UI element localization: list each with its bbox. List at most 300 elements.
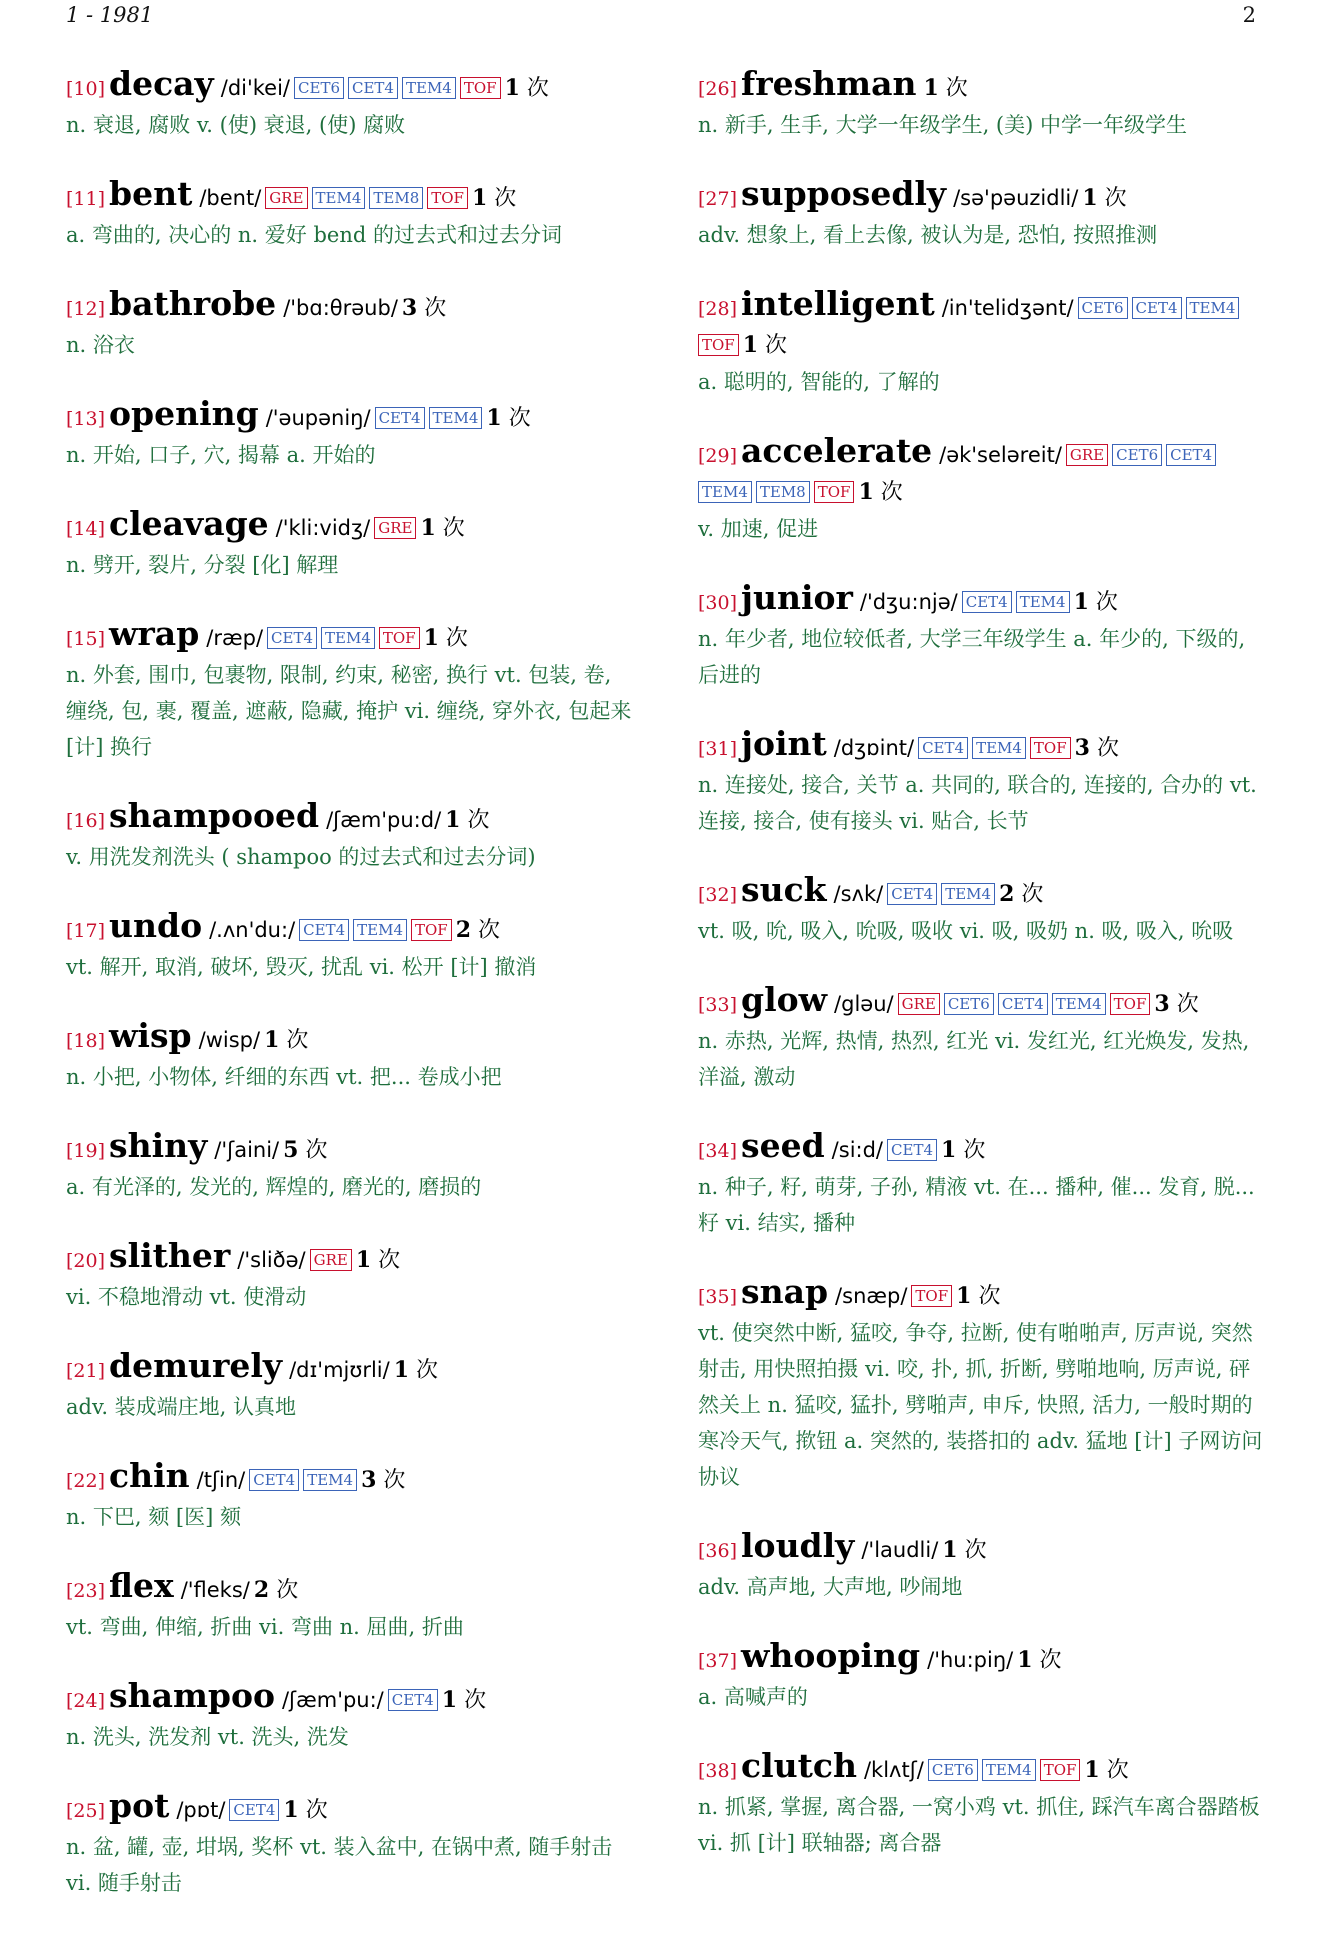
exam-tag: CET4 [887,1139,937,1161]
exam-tag: TEM4 [698,481,752,503]
definition: n. 抓紧, 掌握, 离合器, 一窝小鸡 vt. 抓住, 踩汽车离合器踏板 vi. 抓 [计] 联轴器; 离合器 [698,1795,1260,1855]
entry-index: [23] [66,1580,106,1602]
entry-headline [66,1018,636,1059]
count-unit: 次 [478,918,501,943]
entry-index: [27] [698,188,738,210]
entry-headline [698,176,1268,217]
vocab-entry [698,872,1268,949]
exam-tag: TEM4 [1186,297,1240,319]
count-unit: 次 [963,1138,986,1163]
definition: n. 盆, 罐, 壶, 坩埚, 奖杯 vt. 装入盆中, 在锅中煮, 随手射击 vi. 随手射击 [66,1835,613,1895]
definition: a. 有光泽的, 发光的, 辉煌的, 磨光的, 磨损的 [66,1175,482,1199]
definition: n. 洗头, 洗发剂 vt. 洗头, 洗发 [66,1725,349,1749]
count-unit: 次 [1039,1648,1062,1673]
occurrence-count [486,400,530,437]
headword: snap [741,1272,829,1311]
phonetic: /'kli:vidʒ/ [275,516,371,540]
occurrence-count [402,290,446,327]
count-number: 1 [355,1247,372,1273]
phonetic: /wisp/ [198,1028,261,1052]
count-number: 1 [1073,589,1089,615]
exam-tag: TOF [698,334,739,356]
phonetic: /pɒt/ [176,1798,226,1822]
exam-tag: CET4 [1166,444,1216,466]
entry-headline [66,396,636,437]
entry-index: [35] [698,1286,738,1308]
headword: cleavage [109,504,269,543]
exam-tag: CET6 [928,1759,978,1781]
entry-headline [66,1128,636,1169]
entry-headline [66,1678,636,1719]
vocab-entry [66,908,636,985]
definition: n. 劈开, 裂片, 分裂 [化] 解理 [66,553,339,577]
count-number: 2 [999,881,1015,907]
phonetic: /di'kei/ [220,76,291,100]
exam-tag: TOF [427,187,468,209]
count-unit: 次 [508,406,531,431]
page-title: 1 - 1981 [66,3,154,27]
exam-tag: TEM8 [369,187,423,209]
count-number: 3 [401,295,418,321]
entry-index: [19] [66,1140,106,1162]
headword: chin [109,1456,190,1495]
exam-tag: GRE [898,993,940,1015]
entry-index: [29] [698,445,738,467]
count-number: 3 [361,1467,377,1493]
entry-index: [22] [66,1470,106,1492]
occurrence-count [999,876,1043,913]
occurrence-count [264,1022,308,1059]
phonetic: /ʃæm'pu:d/ [326,808,442,832]
headword: whooping [741,1636,921,1675]
definition: a. 弯曲的, 决心的 n. 爱好 bend 的过去式和过去分词 [66,223,562,247]
entry-index: [34] [698,1140,738,1162]
entry-index: [28] [698,298,738,320]
occurrence-count [1154,986,1198,1023]
count-number: 2 [253,1577,270,1603]
vocab-entry [698,1638,1268,1715]
phonetic: /ʃæm'pu:/ [281,1688,384,1712]
vocab-entry [66,1018,636,1095]
entry-headline [66,1458,636,1499]
exam-tag: TEM4 [982,1759,1036,1781]
entry-index: [30] [698,592,738,614]
count-number: 1 [1017,1647,1033,1673]
vocab-entry [66,176,636,253]
headword: accelerate [741,431,933,470]
entry-index: [11] [66,188,106,210]
exam-tag: CET4 [388,1689,438,1711]
exam-tag: CET6 [944,993,994,1015]
vocab-entry [66,1128,636,1205]
count-number: 1 [1082,185,1098,211]
count-number: 1 [445,807,461,833]
exam-tag: CET4 [229,1799,279,1821]
headword: demurely [109,1346,283,1385]
exam-tag: TOF [379,627,420,649]
occurrence-count [956,1278,1000,1315]
exam-tag: TEM4 [321,627,375,649]
exam-tag: CET4 [267,627,317,649]
phonetic: /gləu/ [834,992,894,1016]
headword: undo [109,906,203,945]
exam-tag: CET4 [299,919,349,941]
count-unit: 次 [1096,736,1119,761]
occurrence-count [420,510,464,547]
count-number: 1 [423,625,439,651]
entry-headline [698,580,1268,621]
definition: n. 浴衣 [66,333,135,357]
definition: a. 高喊声的 [698,1685,808,1709]
phonetic: /snæp/ [835,1284,908,1308]
vocab-entry [698,176,1268,253]
entry-headline [66,176,636,217]
headword: junior [741,578,853,617]
count-number: 2 [455,917,472,943]
definition: n. 衰退, 腐败 v. (使) 衰退, (使) 腐败 [66,113,406,137]
count-number: 1 [923,75,939,101]
vocab-entry [66,1678,636,1755]
count-unit: 次 [286,1028,309,1053]
entry-index: [17] [66,920,106,942]
count-number: 1 [264,1027,280,1053]
phonetic: /'hu:piŋ/ [927,1648,1014,1672]
entry-headline [698,1638,1268,1679]
count-unit: 次 [1021,882,1044,907]
entry-headline [698,726,1268,767]
headword: decay [109,64,214,103]
occurrence-count [356,1242,400,1279]
count-unit: 次 [464,1688,487,1713]
exam-tag: TEM4 [1016,591,1070,613]
count-number: 1 [420,515,436,541]
entry-index: [15] [66,628,106,650]
vocab-entry [698,433,1268,547]
count-number: 1 [742,332,759,358]
exam-tag: CET4 [962,591,1012,613]
headword: shampooed [109,796,320,835]
phonetic: /dɪ'mjʊrli/ [289,1358,390,1382]
count-number: 1 [941,1137,957,1163]
entry-index: [38] [698,1760,738,1782]
definition: a. 聪明的, 智能的, 了解的 [698,370,940,394]
phonetic: /klʌtʃ/ [863,1758,924,1782]
entry-index: [21] [66,1360,106,1382]
definition: n. 小把, 小物体, 纤细的东西 vt. 把... 卷成小把 [66,1065,502,1089]
phonetic: /ək'seləreit/ [939,443,1062,467]
exam-tag: TEM4 [941,883,995,905]
count-unit: 次 [276,1578,299,1603]
exam-tag: CET4 [249,1469,299,1491]
definition: vt. 解开, 取消, 破坏, 毁灭, 扰乱 vi. 松开 [计] 撤消 [66,955,537,979]
entry-headline [66,66,636,107]
headword: seed [741,1126,825,1165]
count-unit: 次 [1095,590,1118,615]
entry-index: [33] [698,994,738,1016]
exam-tag: CET6 [1112,444,1162,466]
count-unit: 次 [305,1138,328,1163]
exam-tag: TOF [1110,993,1151,1015]
exam-tag: CET6 [294,77,344,99]
count-unit: 次 [494,186,517,211]
phonetic: /'bɑ:θrəub/ [283,296,398,320]
entry-headline [66,1348,636,1389]
entry-index: [31] [698,738,738,760]
entry-index: [37] [698,1650,738,1672]
occurrence-count [941,1132,985,1169]
headword: pot [109,1786,170,1825]
count-unit: 次 [442,516,465,541]
vocab-entry [66,1788,636,1901]
exam-tag: CET4 [887,883,937,905]
exam-tag: TOF [1040,1759,1081,1781]
entry-index: [26] [698,78,738,100]
entry-index: [20] [66,1250,106,1272]
phonetic: /'fleks/ [180,1578,250,1602]
exam-tag: TOF [411,919,452,941]
entry-headline [66,798,636,839]
headword: suck [741,870,827,909]
vocab-entry [66,506,636,583]
vocab-entry [698,1274,1268,1495]
definition: vt. 吸, 吮, 吸入, 吮吸, 吸收 vi. 吸, 吸奶 n. 吸, 吸入, 吮吸 [698,919,1234,943]
entry-headline [66,1238,636,1279]
headword: glow [741,980,828,1019]
entry-headline [66,908,636,949]
count-unit: 次 [445,626,468,651]
entry-index: [13] [66,408,106,430]
definition: n. 下巴, 颏 [医] 颏 [66,1505,241,1529]
headword: opening [109,394,259,433]
count-unit: 次 [526,76,549,101]
definition: vt. 使突然中断, 猛咬, 争夺, 拉断, 使有啪啪声, 厉声说, 突然射击, 用快照拍摄 vi. 咬, 扑, 抓, 折断, 劈啪地响, 厉声说, 砰然关上 n. 猛咬, 猛扑, 劈啪声, 申斥, 快照, 活力, 一般时期的寒冷天气, 揿钮 a. 突然的, 装搭扣的 adv. 猛地 [计] 子网访问协议 [698,1321,1263,1489]
entry-headline [698,1528,1268,1569]
phonetic: /'dʒu:njə/ [859,590,958,614]
headword: intelligent [741,284,935,323]
count-unit: 次 [383,1468,406,1493]
count-number: 1 [393,1357,410,1383]
headword: clutch [741,1746,857,1785]
count-unit: 次 [378,1248,401,1273]
exam-tag: TOF [814,481,855,503]
phonetic: /'ʃaini/ [214,1138,280,1162]
occurrence-count [858,474,902,511]
occurrence-count [424,620,468,657]
count-unit: 次 [978,1284,1001,1309]
definition: v. 加速, 促进 [698,517,819,541]
headword: loudly [741,1526,855,1565]
entry-headline [66,1568,636,1609]
count-number: 1 [283,1797,299,1823]
occurrence-count [283,1132,327,1169]
occurrence-count [254,1572,298,1609]
entry-headline [698,872,1268,913]
exam-tag: CET4 [375,407,425,429]
entry-headline [698,433,1268,511]
occurrence-count [1084,1752,1128,1789]
headword: wrap [109,614,200,653]
count-unit: 次 [880,480,903,505]
entry-headline [698,982,1268,1023]
vocab-entry [66,1348,636,1425]
headword: shampoo [109,1676,275,1715]
occurrence-count [283,1792,327,1829]
vocab-entry [698,580,1268,693]
exam-tag: TOF [911,1285,952,1307]
vocab-entry [66,616,636,765]
count-number: 5 [283,1137,299,1163]
entry-index: [36] [698,1540,738,1562]
count-unit: 次 [1104,186,1127,211]
entry-headline [66,616,636,657]
exam-tag: TEM4 [429,407,483,429]
occurrence-count [743,327,787,364]
exam-tag: TEM4 [1052,993,1106,1015]
occurrence-count [942,1532,986,1569]
exam-tag: CET4 [1132,297,1182,319]
definition: n. 连接处, 接合, 关节 a. 共同的, 联合的, 连接的, 合办的 vt. 连接, 接合, 使有接头 vi. 贴合, 长节 [698,773,1257,833]
vocab-entry [66,286,636,363]
vocab-entry [698,982,1268,1095]
exam-tag: TEM4 [353,919,407,941]
vocab-entry [66,66,636,143]
headword: slither [109,1236,231,1275]
occurrence-count [456,912,500,949]
exam-tag: GRE [374,517,416,539]
page-header [66,0,1256,30]
exam-tag: TOF [1030,737,1071,759]
phonetic: /.ʌn'du:/ [209,918,296,942]
headword: freshman [741,64,917,103]
count-number: 3 [1154,991,1170,1017]
definition: vt. 弯曲, 伸缩, 折曲 vi. 弯曲 n. 屈曲, 折曲 [66,1615,464,1639]
entry-headline [698,1748,1268,1789]
entry-headline [698,1274,1268,1315]
occurrence-count [923,70,967,107]
count-unit: 次 [964,1538,987,1563]
phonetic: /si:d/ [831,1138,884,1162]
headword: joint [741,724,827,763]
vocab-entry [66,396,636,473]
vocab-entry [698,1128,1268,1241]
exam-tag: GRE [310,1249,352,1271]
definition: adv. 装成端庄地, 认真地 [66,1395,297,1419]
count-number: 1 [486,405,502,431]
entry-index: [24] [66,1690,106,1712]
vocab-entry [698,1528,1268,1605]
definition: adv. 高声地, 大声地, 吵闹地 [698,1575,963,1599]
headword: wisp [109,1016,192,1055]
occurrence-count [445,802,489,839]
count-unit: 次 [305,1798,328,1823]
phonetic: /bent/ [199,186,262,210]
exam-tag: TEM8 [756,481,810,503]
count-unit: 次 [945,76,968,101]
definition: n. 年少者, 地位较低者, 大学三年级学生 a. 年少的, 下级的, 后进的 [698,627,1246,687]
occurrence-count [394,1352,438,1389]
phonetic: /'sliðə/ [237,1248,306,1272]
phonetic: /in'telidʒənt/ [941,296,1074,320]
headword: shiny [109,1126,208,1165]
entry-headline [698,66,1268,107]
vocab-entry [66,1458,636,1535]
headword: bathrobe [109,284,277,323]
entry-index: [14] [66,518,106,540]
entry-index: [18] [66,1030,106,1052]
definition: n. 开始, 口子, 穴, 揭幕 a. 开始的 [66,443,376,467]
occurrence-count [1082,180,1126,217]
definition: n. 赤热, 光辉, 热情, 热烈, 红光 vi. 发红光, 红光焕发, 发热, 洋溢, 激动 [698,1029,1250,1089]
phonetic: /ræp/ [206,626,264,650]
count-unit: 次 [1176,992,1199,1017]
count-unit: 次 [424,296,447,321]
occurrence-count [472,180,516,217]
count-number: 1 [1084,1757,1100,1783]
count-unit: 次 [765,333,788,358]
exam-tag: TEM4 [312,187,366,209]
headword: bent [109,174,193,213]
right-column [698,66,1268,1894]
left-column [66,66,636,1934]
phonetic: /tʃin/ [196,1468,246,1492]
page-number: 2 [1242,3,1256,27]
entry-index: [32] [698,884,738,906]
definition: v. 用洗发剂洗头 ( shampoo 的过去式和过去分词) [66,845,536,869]
count-number: 1 [942,1537,958,1563]
entry-index: [25] [66,1800,106,1822]
vocab-entry [698,286,1268,400]
entry-headline [66,1788,636,1829]
vocab-entry [698,726,1268,839]
entry-headline [698,286,1268,364]
exam-tag: TEM4 [972,737,1026,759]
phonetic: /'laudli/ [861,1538,939,1562]
occurrence-count [442,1682,486,1719]
count-number: 1 [858,479,874,505]
exam-tag: TEM4 [303,1469,357,1491]
count-unit: 次 [1106,1758,1129,1783]
count-number: 1 [956,1283,972,1309]
entry-headline [66,506,636,547]
definition: adv. 想象上, 看上去像, 被认为是, 恐怕, 按照推测 [698,223,1158,247]
vocab-entry [698,66,1268,143]
headword: flex [109,1566,174,1605]
count-number: 1 [441,1687,458,1713]
entry-headline [66,286,636,327]
entry-index: [12] [66,298,106,320]
exam-tag: GRE [265,187,307,209]
entry-index: [10] [66,78,106,100]
definition: vi. 不稳地滑动 vt. 使滑动 [66,1285,307,1309]
definition: n. 新手, 生手, 大学一年级学生, (美) 中学一年级学生 [698,113,1187,137]
definition: n. 外套, 围巾, 包裹物, 限制, 约束, 秘密, 换行 vt. 包装, 卷, 缠绕, 包, 裹, 覆盖, 遮蔽, 隐藏, 掩护 vi. 缠绕, 穿外衣, 包起来 [计] 换行 [66,663,632,759]
count-unit: 次 [416,1358,439,1383]
entry-index: [16] [66,810,106,832]
vocab-entry [66,1568,636,1645]
exam-tag: CET4 [348,77,398,99]
occurrence-count [361,1462,405,1499]
vocab-entry [698,1748,1268,1861]
headword: supposedly [741,174,947,213]
occurrence-count [1074,584,1118,621]
vocab-entry [66,798,636,875]
count-number: 1 [504,75,520,101]
phonetic: /sʌk/ [833,882,884,906]
occurrence-count [1017,1642,1061,1679]
count-unit: 次 [467,808,490,833]
exam-tag: TOF [460,77,501,99]
exam-tag: TEM4 [402,77,456,99]
